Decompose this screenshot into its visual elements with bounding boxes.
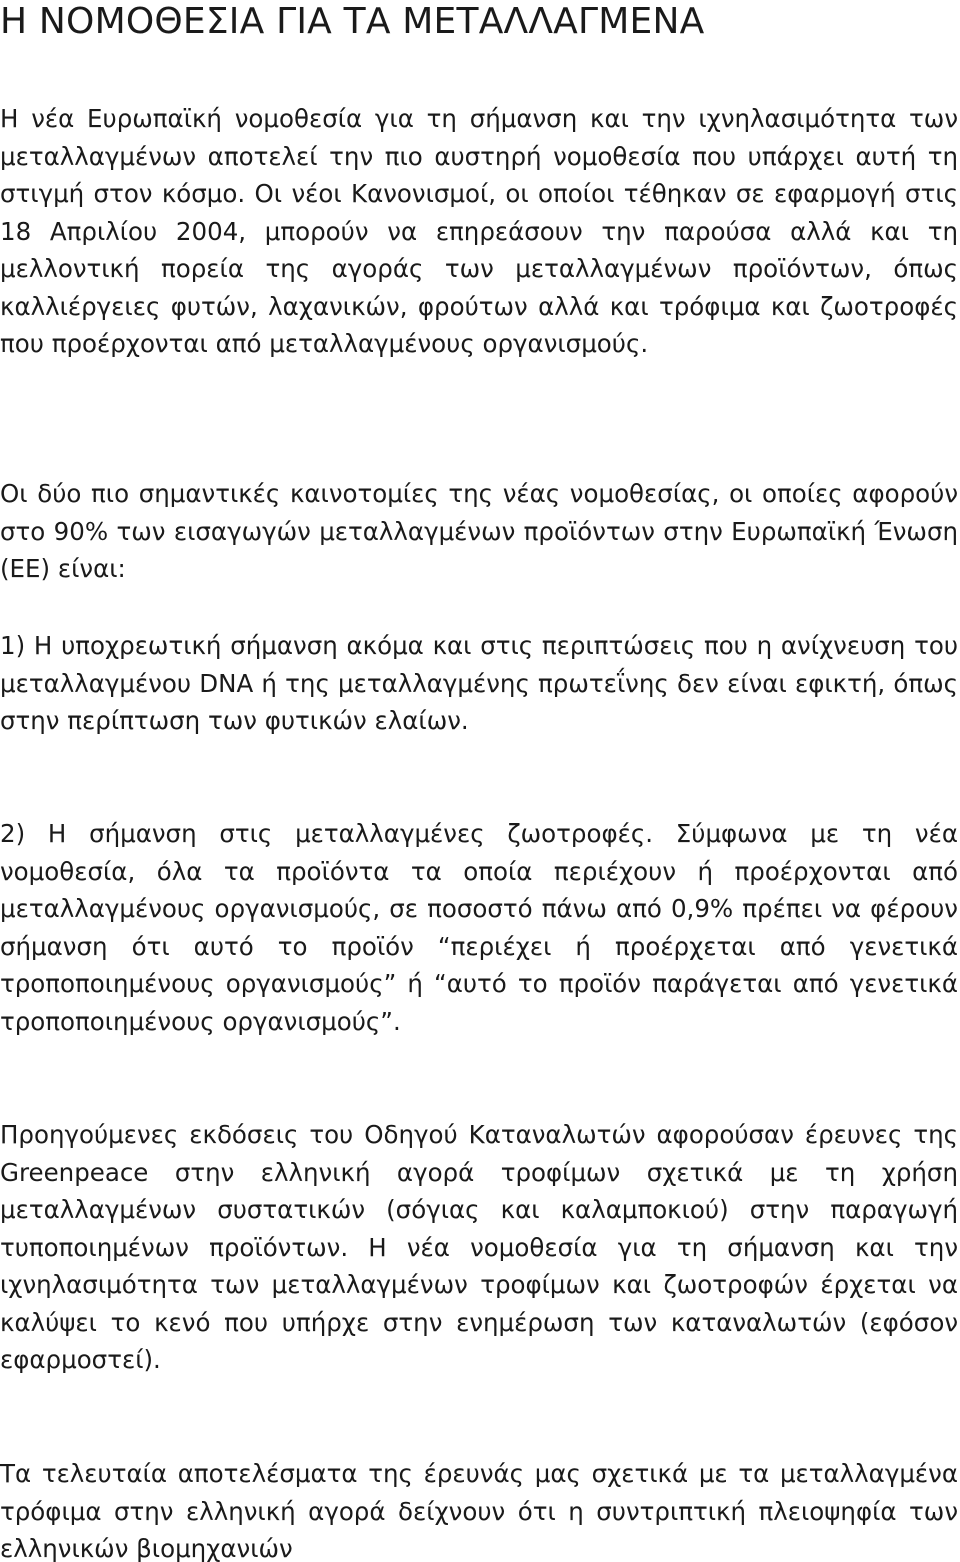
paragraph-legislation-intro: Η νέα Ευρωπαϊκή νομοθεσία για τη σήμανση και την ιχνηλασιμότητα των μεταλλαγμένων αποτελεί την πιο αυστηρή νομοθεσία που υπάρχει αυτή τη στιγμή στον κόσμο. Οι νέοι Κανονισμοί, οι οποίοι τέθηκαν σε εφαρμογή στις 18 Απριλίου 2004, μπορούν να επηρεάσουν την παρούσα αλλά και τη μελλοντική πορεία της αγοράς των μεταλλαγμένων προϊόντων, όπως καλλιέργειες φυτών, λαχανικών, φρούτων αλλά και τρόφιμα και ζωοτροφές που προέρχονται από μεταλλαγμένους οργανισμούς. — [0, 104, 958, 358]
paragraph-feed-labeling: 2) Η σήμανση στις μεταλλαγμένες ζωοτροφές. Σύμφωνα με τη νέα νομοθεσία, όλα τα προϊόντα τα οποία περιέχουν ή προέρχονται από μεταλλαγμένους οργανισμούς, σε ποσοστό πάνω από 0,9% πρέπει να φέρουν σήμανση ότι αυτό το προϊόν “περιέχει ή προέρχεται από γενετικά τροποποιημένους οργανισμούς” ή “αυτό το προϊόν παράγεται από γενετικά τροποποιημένους οργανισμούς”. — [0, 819, 958, 1036]
paragraph-latest-results: Τα τελευταία αποτελέσματα της έρευνάς μας σχετικά με τα μεταλλαγμένα τρόφιμα στην ελληνική αγορά δείχνουν ότι η συντριπτική πλειοψηφία των ελληνικών βιομηχανιών — [0, 1459, 958, 1562]
paragraph-mandatory-labeling: 1) Η υποχρεωτική σήμανση ακόμα και στις περιπτώσεις που η ανίχνευση του μεταλλαγμένου DNA ή της μεταλλαγμένης πρωτεΐνης δεν είναι εφικτή, όπως στην περίπτωση των φυτικών ελαίων. — [0, 631, 958, 735]
document-title: Η ΝΟΜΟΘΕΣΙΑ ΓΙΑ ΤΑ ΜΕΤΑΛΛΑΓΜΕΝΑ — [0, 1, 705, 42]
paragraph-key-innovations: Οι δύο πιο σημαντικές καινοτομίες της νέας νομοθεσίας, οι οποίες αφορούν στο 90% των εισαγωγών μεταλλαγμένων προϊόντων στην Ευρωπαϊκή Ένωση (ΕΕ) είναι: — [0, 479, 958, 583]
paragraph-previous-guides: Προηγούμενες εκδόσεις του Οδηγού Καταναλωτών αφορούσαν έρευνες της Greenpeace στην ελληνική αγορά τροφίμων σχετικά με τη χρήση μεταλλαγμένων συστατικών (σόγιας και καλαμποκιού) στην παραγωγή τυποποιημένων προϊόντων. Η νέα νομοθεσία για τη σήμανση και την ιχνηλασιμότητα των μεταλλαγμένων τροφίμων και ζωοτροφών έρχεται να καλύψει το κενό που υπήρχε στην ενημέρωση των καταναλωτών (εφόσον εφαρμοστεί). — [0, 1120, 958, 1374]
